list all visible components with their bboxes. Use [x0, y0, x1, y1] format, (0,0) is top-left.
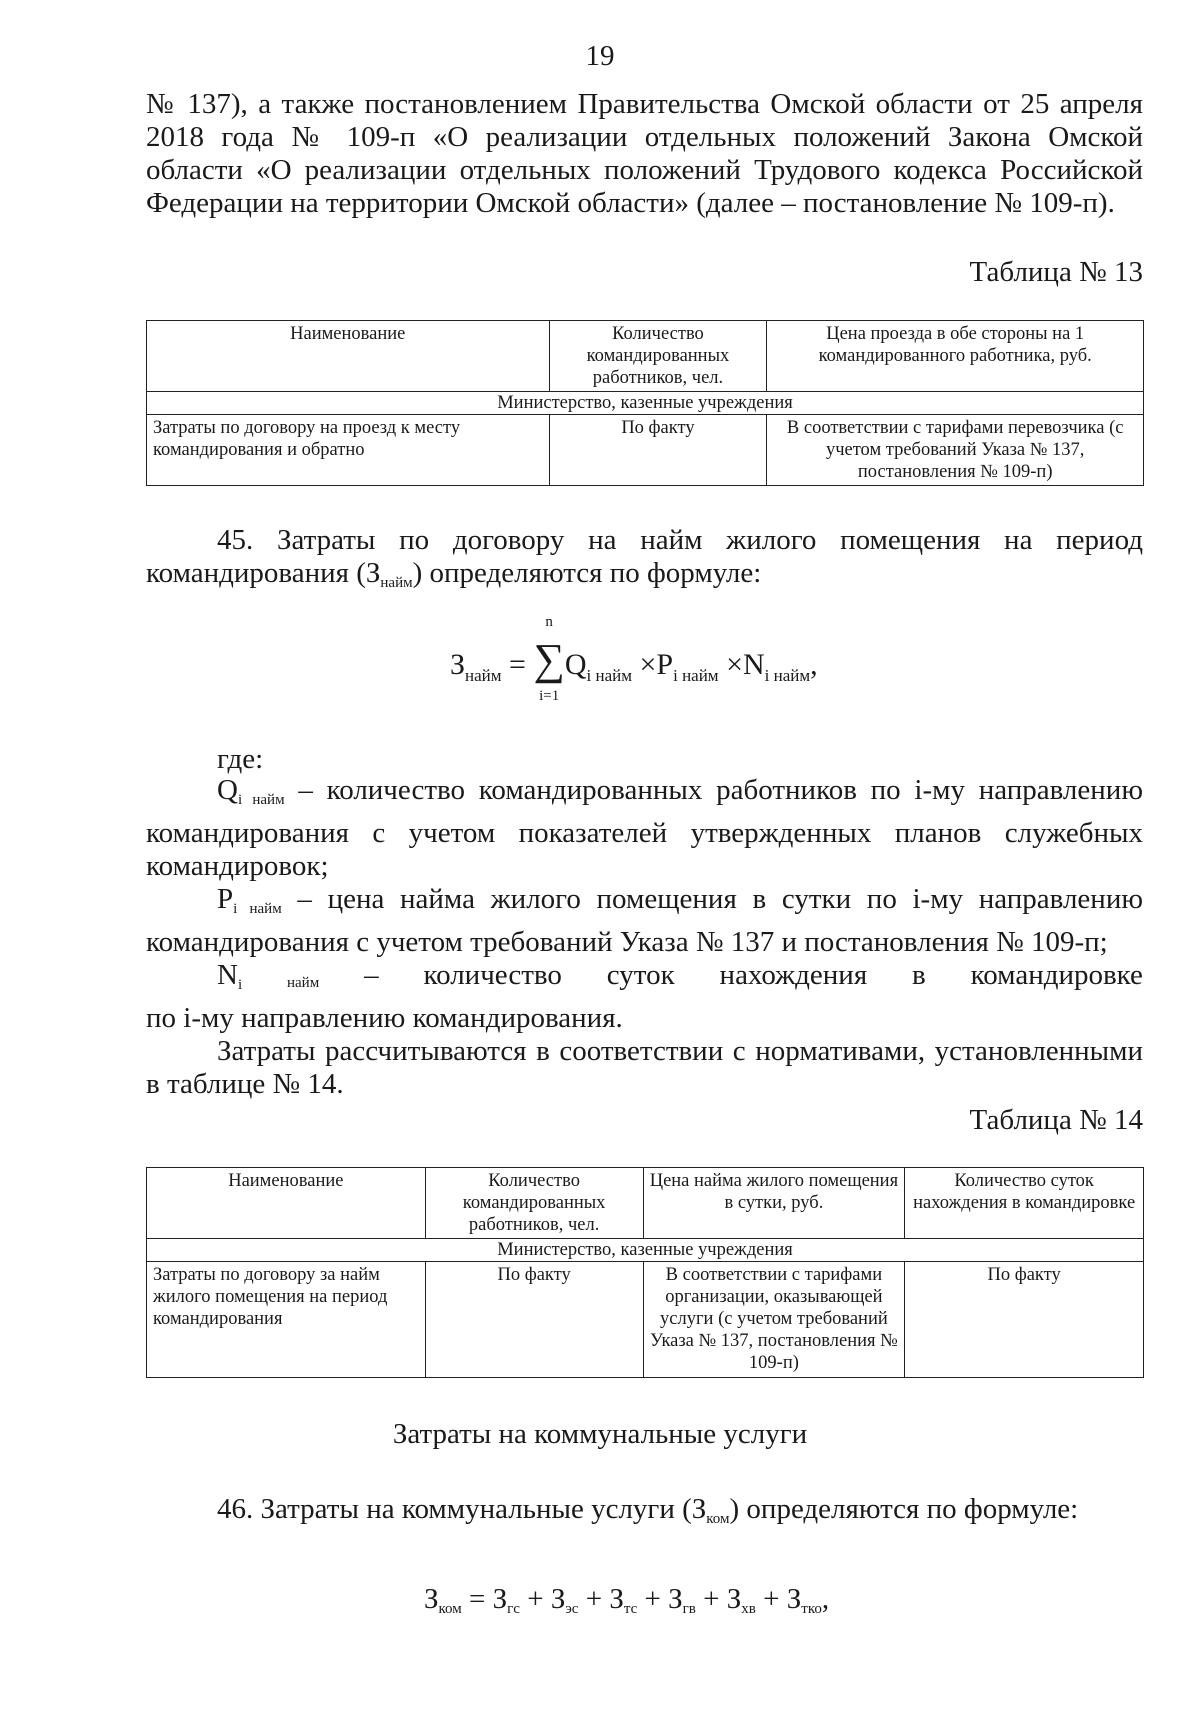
intro-line: № 137), а также постановлением Правительства Омской области от 25 апреля: [146, 88, 1143, 120]
table14-cell-price: В соответствии с тарифами организации, оказывающей услуги (с учетом требований Указа № 137, постановления № 109-п): [643, 1262, 905, 1378]
p45-text: командирования (З: [146, 557, 381, 589]
def-q-line1: [146, 774, 1143, 817]
formula-symbol: З: [550, 1583, 566, 1615]
formula-operator: +: [703, 1583, 720, 1615]
def-subscript: i: [237, 977, 243, 993]
p45-sub: найм: [380, 575, 413, 591]
formula-symbol: З: [726, 1583, 742, 1615]
table13-cell-price: В соответствии с тарифами перевозчика (с учетом требований Указа № 137, постановления № 109-п): [767, 415, 1144, 486]
def-word: –: [364, 959, 379, 991]
section-heading: Затраты на коммунальные услуги: [392, 1418, 808, 1450]
def-word: нахождения: [719, 959, 868, 991]
def-word: суток: [606, 959, 675, 991]
sum-upper-limit: n: [545, 614, 553, 630]
formula-symbol: З: [668, 1583, 683, 1615]
table14-header-price: Цена найма жилого помещения в сутки, руб.: [643, 1168, 905, 1239]
p45-line2: [146, 557, 1143, 600]
formula-symbol: N: [743, 648, 765, 681]
table13-cell-name: Затраты по договору на проезд к месту командирования и обратно: [147, 415, 550, 486]
p46-sub: ком: [706, 1511, 730, 1527]
p45-text: ) определяются по формуле:: [412, 557, 762, 589]
formula-46: [424, 1583, 829, 1618]
intro-paragraph: [146, 88, 1143, 220]
paragraph-46: [217, 1493, 1078, 1536]
formula-subscript: гв: [682, 1601, 696, 1617]
where-label: где:: [217, 743, 264, 775]
formula-subscript: ком: [438, 1601, 462, 1617]
formula-subscript: тс: [623, 1601, 638, 1617]
paragraph-45: [146, 524, 1143, 600]
def-subscript: найм: [287, 975, 320, 991]
sum-sign: ∑ n i=1: [533, 614, 565, 704]
def-subscript: i найм: [237, 792, 285, 808]
p46-text: ) определяются по формуле:: [729, 1493, 1079, 1525]
def-symbol: Q: [217, 774, 238, 806]
formula-operator: ×: [726, 648, 743, 681]
formula-subscript: тко: [801, 1601, 822, 1617]
formula-operator: =: [509, 648, 526, 681]
def-word: в: [912, 959, 926, 991]
formula-punct: ,: [821, 1583, 830, 1615]
table14-header-name: Наименование: [147, 1168, 426, 1239]
sum-lower-limit: i=1: [539, 688, 560, 704]
formula-subscript: i найм: [764, 666, 811, 685]
formula-symbol: Q: [564, 648, 587, 681]
table14-caption: Таблица № 14: [969, 1104, 1143, 1136]
formula-subscript: хв: [741, 1601, 756, 1617]
table13: [146, 320, 1144, 486]
definitions: [146, 774, 1143, 1101]
formula-subscript: i найм: [586, 666, 632, 685]
formula-symbol: З: [786, 1583, 802, 1615]
formula-symbol: З: [492, 1583, 508, 1615]
table14-section-row: Министерство, казенные учреждения: [147, 1239, 1144, 1262]
table13-header-count: Количество командированных работников, чел.: [549, 321, 767, 392]
formula-symbol: З: [424, 1583, 439, 1615]
def-subscript: i найм: [233, 901, 282, 917]
formula-punct: ,: [810, 648, 818, 681]
formula-symbol: P: [656, 648, 674, 681]
page-number: 19: [585, 40, 615, 72]
formula-operator: =: [469, 1583, 486, 1615]
table14-header-count: Количество командированных работников, чел.: [425, 1168, 643, 1239]
formula-subscript: i найм: [673, 666, 719, 685]
p46-text: 46. Затраты на коммунальные услуги (З: [217, 1493, 707, 1525]
table13-section-row: Министерство, казенные учреждения: [147, 392, 1144, 415]
def-q-line3: командировок;: [146, 850, 329, 882]
table14-header-days: Количество суток нахождения в командировке: [905, 1168, 1144, 1239]
def-p-line2: командирования с учетом требований Указа № 137 и постановления № 109-п;: [146, 926, 1108, 958]
formula-symbol: З: [609, 1583, 624, 1615]
formula-operator: +: [527, 1583, 544, 1615]
norms-line2: в таблице № 14.: [146, 1068, 344, 1100]
def-n-line1: [146, 959, 1143, 1002]
def-symbol: P: [217, 883, 234, 915]
def-n-line2: по i-му направлению командирования.: [146, 1002, 623, 1034]
formula-operator: +: [763, 1583, 780, 1615]
p45-line1: 45. Затраты по договору на найм жилого помещения на период: [217, 524, 1143, 556]
table13-caption: Таблица № 13: [969, 256, 1143, 288]
def-symbol: [217, 959, 242, 1002]
table13-cell-count: По факту: [549, 415, 767, 486]
formula-operator: +: [644, 1583, 661, 1615]
formula-subscript: гс: [507, 1601, 520, 1617]
intro-line: области «О реализации отдельных положений Трудового кодекса Российской: [146, 154, 1143, 186]
norms-line1: Затраты рассчитываются в соответствии с нормативами, установленными: [217, 1035, 1143, 1067]
table14-cell-count: По факту: [425, 1262, 643, 1378]
formula-symbol: З: [450, 648, 466, 681]
def-p-line1: [146, 883, 1143, 926]
table14: [146, 1167, 1144, 1378]
def-word: количество: [423, 959, 562, 991]
def-text: – цена найма жилого помещения в сутки по i-му направлению: [281, 883, 1144, 915]
intro-line: Федерации на территории Омской области» (далее – постановление № 109-п).: [146, 187, 1115, 219]
def-text: – количество командированных работников по i-му направлению: [284, 774, 1143, 806]
formula-operator: +: [585, 1583, 603, 1615]
formula-subscript: эс: [565, 1601, 579, 1617]
table13-header-price: Цена проезда в обе стороны на 1 командированного работника, руб.: [767, 321, 1144, 392]
table14-cell-days: По факту: [905, 1262, 1144, 1378]
table14-cell-name: Затраты по договору за найм жилого помещения на период командирования: [147, 1262, 426, 1378]
def-q-line2: командирования с учетом показателей утвержденных планов служебных: [146, 817, 1143, 849]
formula-45: [450, 614, 818, 704]
def-word: командировке: [970, 959, 1143, 991]
def-symbol-letter: N: [217, 959, 238, 991]
table13-header-name: Наименование: [147, 321, 550, 392]
intro-line: 2018 года № 109-п «О реализации отдельных положений Закона Омской: [146, 121, 1143, 153]
formula-operator: ×: [639, 648, 657, 681]
formula-subscript: найм: [465, 666, 502, 685]
